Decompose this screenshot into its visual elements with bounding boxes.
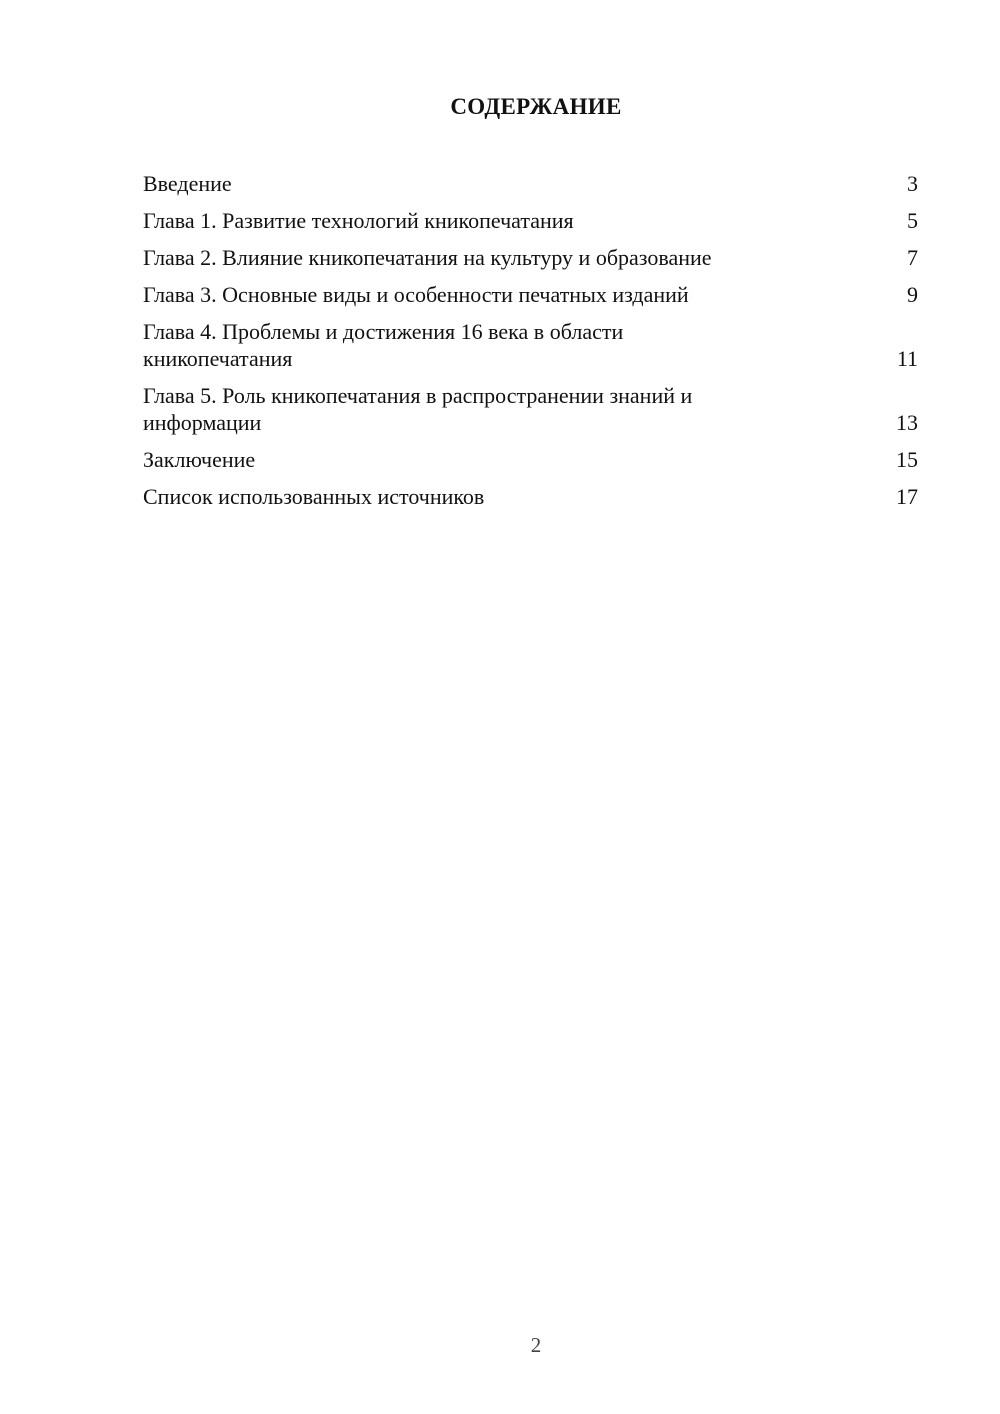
toc-entry bbox=[143, 446, 918, 473]
toc-entry-page: 17 bbox=[896, 484, 918, 509]
toc-entry-title: Глава 2. Влияние кникопечатания на культуру и образование bbox=[143, 245, 712, 270]
toc-entry bbox=[143, 382, 918, 436]
page-number: 2 bbox=[530, 1333, 542, 1357]
toc-entry bbox=[143, 483, 918, 510]
toc-entry-title: Глава 3. Основные виды и особенности печатных изданий bbox=[143, 282, 689, 307]
toc-entry-title: Глава 4. Проблемы и достижения 16 века в области кникопечатания bbox=[143, 319, 624, 371]
toc-entry bbox=[143, 281, 918, 308]
toc-entry-title: Введение bbox=[143, 171, 232, 196]
toc-entry-title: Заключение bbox=[143, 447, 256, 472]
toc-entry-page: 13 bbox=[896, 410, 918, 435]
toc-entry bbox=[143, 170, 918, 197]
toc-entry bbox=[143, 244, 918, 271]
toc-entry-title: Глава 5. Роль кникопечатания в распространении знаний и информации bbox=[143, 383, 693, 435]
toc-entry bbox=[143, 207, 918, 234]
toc-entry-page: 3 bbox=[907, 171, 918, 196]
toc-entry-page: 7 bbox=[907, 245, 918, 270]
toc-entry-page: 9 bbox=[907, 282, 918, 307]
toc-entry-title: Глава 1. Развитие технологий кникопечатания bbox=[143, 208, 574, 233]
toc-title: СОДЕРЖАНИЕ bbox=[450, 94, 622, 119]
toc-entry-page: 11 bbox=[896, 346, 918, 371]
toc-entry-page: 15 bbox=[896, 447, 918, 472]
toc-entry-title: Список использованных источников bbox=[143, 484, 485, 509]
toc-entry-page: 5 bbox=[907, 208, 918, 233]
toc-entry bbox=[143, 318, 918, 372]
table-of-contents bbox=[143, 170, 918, 520]
